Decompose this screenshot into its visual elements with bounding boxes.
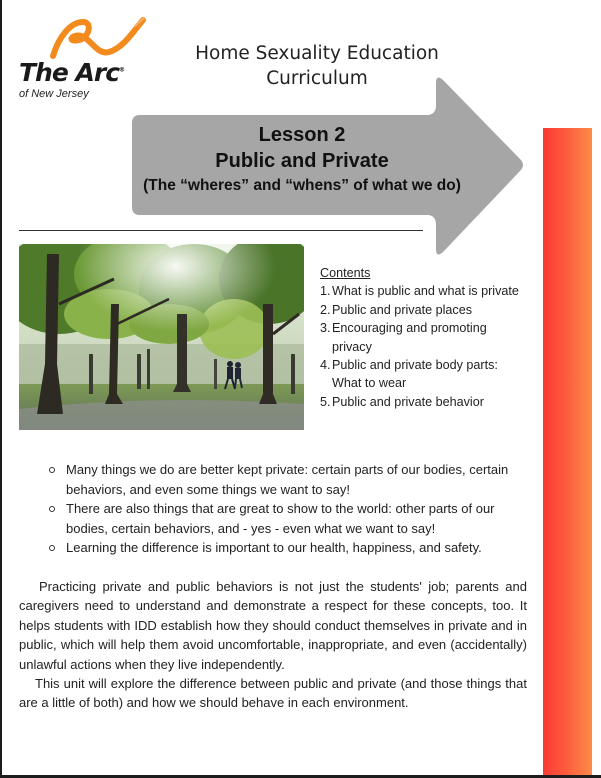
logo-title: The Arc® xyxy=(19,58,125,87)
lesson-number: Lesson 2 xyxy=(258,124,346,146)
key-points-list xyxy=(47,460,537,558)
contents-item: 1. What is public and what is private xyxy=(320,284,519,299)
contents-heading: Contents xyxy=(320,266,371,280)
contents-section xyxy=(320,264,540,411)
lesson-heading xyxy=(132,122,472,197)
divider-line xyxy=(19,230,423,231)
park-photo xyxy=(19,244,304,430)
body-paragraph: This unit will explore the difference between public and private (and those things that are a little of both) and how we should behave in each environment. xyxy=(19,676,527,711)
contents-item: 4. Public and private body parts: What to wear xyxy=(320,358,498,391)
arc-swoosh-icon xyxy=(49,16,149,61)
lesson-subtitle: (The “wheres” and “whens” of what we do) xyxy=(143,177,461,194)
lesson-title: Public and Private xyxy=(215,150,389,172)
contents-item: 2. Public and private places xyxy=(320,302,473,317)
body-paragraph: Practicing private and public behaviors is not just the students' job; parents and caregivers need to understand and demonstrate a respect for these concepts, too. It helps students with IDD establish how they should conduct themselves in private and in public, which will help them avoid uncomfortable, inappropriate, and even (accidentally) unlawful actions when they live independently. xyxy=(19,579,527,672)
key-points xyxy=(47,460,537,558)
contents-item: 3. Encouraging and promoting privacy xyxy=(320,321,487,354)
logo-subtitle: of New Jersey xyxy=(19,88,89,100)
body-text xyxy=(19,577,527,713)
key-point-item: Many things we do are better kept private: certain parts of our bodies, certain behaviors, and even some things we want to say! xyxy=(47,460,537,499)
park-image-icon xyxy=(19,244,304,430)
contents-item: 5. Public and private behavior xyxy=(320,394,484,409)
curriculum-title-line2: Curriculum xyxy=(266,68,368,89)
accent-bar xyxy=(543,128,592,775)
curriculum-title-line1: Home Sexuality Education xyxy=(195,43,439,64)
key-point-item: Learning the difference is important to our health, happiness, and safety. xyxy=(47,538,537,558)
contents-list xyxy=(320,282,540,411)
key-point-item: There are also things that are great to show to the world: other parts of our bodies, certain behaviors, and - yes - even what we want to say! xyxy=(47,499,537,538)
